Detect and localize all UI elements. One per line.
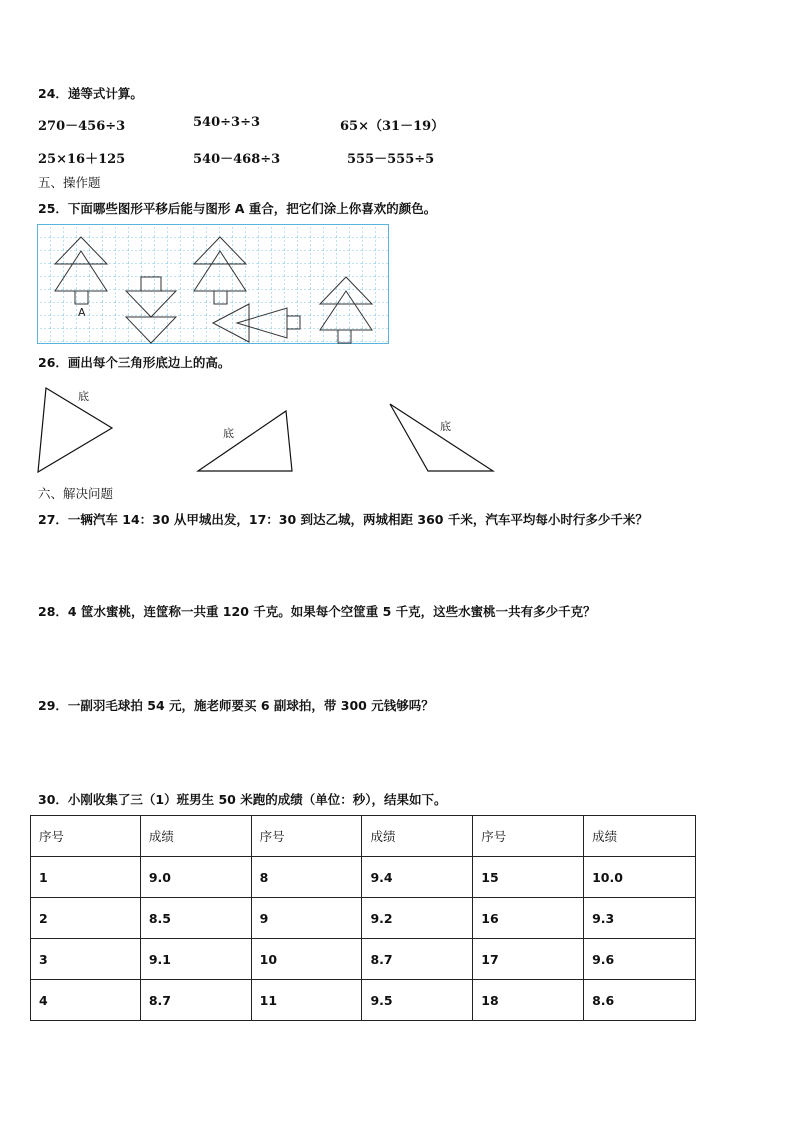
table-cell: 18 — [473, 980, 584, 1021]
table-row — [31, 939, 696, 980]
q24-expr-6: 555－555÷5 — [347, 152, 435, 167]
table-cell: 9 — [251, 898, 362, 939]
section-5-heading: 五、操作题 — [38, 175, 101, 190]
triangle-3-base-label: 底 — [440, 420, 451, 433]
table-cell: 4 — [31, 980, 141, 1021]
table-cell: 9.0 — [140, 857, 251, 898]
table-cell: 9.5 — [362, 980, 473, 1021]
q24-expr-4: 25×16＋125 — [38, 152, 126, 167]
shape-a-label: A — [78, 306, 86, 319]
table-header-row — [31, 816, 696, 857]
q24-expr-1: 270－456÷3 — [38, 119, 126, 134]
table-cell: 9.3 — [584, 898, 696, 939]
table-cell: 3 — [31, 939, 141, 980]
header-cell: 序号 — [251, 816, 362, 857]
dotted-grid — [38, 225, 389, 344]
table-cell: 8.7 — [140, 980, 251, 1021]
table-cell: 8 — [251, 857, 362, 898]
table-cell: 9.2 — [362, 898, 473, 939]
table-cell: 9.1 — [140, 939, 251, 980]
table-cell: 8.6 — [584, 980, 696, 1021]
table-row — [31, 857, 696, 898]
header-cell: 成绩 — [140, 816, 251, 857]
header-cell: 成绩 — [362, 816, 473, 857]
table-row — [31, 980, 696, 1021]
table-cell: 1 — [31, 857, 141, 898]
triangle-1-base-label: 底 — [78, 390, 89, 403]
table-cell: 17 — [473, 939, 584, 980]
table-row — [31, 898, 696, 939]
table-cell: 8.5 — [140, 898, 251, 939]
table-cell: 10 — [251, 939, 362, 980]
q24-title: 24．递等式计算。 — [38, 86, 143, 101]
table-cell: 8.7 — [362, 939, 473, 980]
q25-title: 25．下面哪些图形平移后能与图形 A 重合，把它们涂上你喜欢的颜色。 — [38, 201, 437, 216]
table-cell: 2 — [31, 898, 141, 939]
q24-expr-5: 540－468÷3 — [193, 152, 281, 167]
table-cell: 9.4 — [362, 857, 473, 898]
q25-grid-figure — [37, 224, 389, 344]
header-cell: 成绩 — [584, 816, 696, 857]
table-cell: 9.6 — [584, 939, 696, 980]
triangle-3 — [390, 404, 493, 471]
header-cell: 序号 — [473, 816, 584, 857]
header-cell: 序号 — [31, 816, 141, 857]
triangle-2 — [198, 411, 292, 471]
table-cell: 15 — [473, 857, 584, 898]
q24-expr-3: 65×（31－19） — [340, 119, 445, 134]
q29-text: 29．一副羽毛球拍 54 元，施老师要买 6 副球拍，带 300 元钱够吗？ — [38, 698, 434, 713]
q24-expr-2: 540÷3÷3 — [193, 115, 261, 130]
triangle-2-base-label: 底 — [223, 427, 234, 440]
q26-triangles-figure — [30, 376, 510, 476]
section-6-heading: 六、解决问题 — [38, 486, 114, 501]
q28-text: 28．4 筐水蜜桃，连筐称一共重 120 千克。如果每个空筐重 5 千克，这些水蜜桃一共有多少千克？ — [38, 604, 596, 619]
table-cell: 11 — [251, 980, 362, 1021]
q26-title: 26．画出每个三角形底边上的高。 — [38, 355, 231, 370]
q27-text: 27．一辆汽车 14：30 从甲城出发，17：30 到达乙城，两城相距 360 千米，汽车平均每小时行多少千米？ — [38, 512, 648, 527]
table-cell: 10.0 — [584, 857, 696, 898]
q30-title: 30．小刚收集了三（1）班男生 50 米跑的成绩（单位：秒），结果如下。 — [38, 792, 447, 807]
triangle-1 — [38, 388, 112, 472]
table-cell: 16 — [473, 898, 584, 939]
scores-table — [30, 815, 696, 1021]
